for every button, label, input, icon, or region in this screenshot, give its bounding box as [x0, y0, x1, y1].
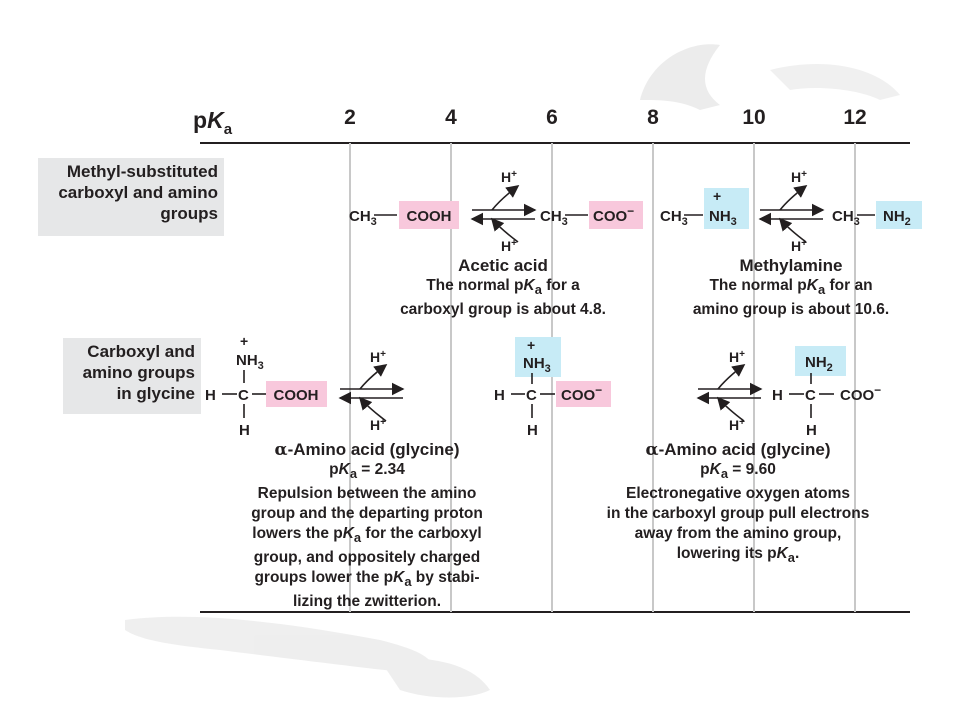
glycine1-h-bottom: H — [239, 422, 250, 439]
glycine1-hplus-bottom: H+ — [370, 417, 386, 433]
note-methylamine — [666, 256, 916, 320]
note-glycine-carboxyl-l2: group and the departing proton — [251, 505, 483, 523]
zwitterion-nh3: $NH_3$ — [523, 355, 551, 375]
glycine2-nh2: $NH_2$ — [805, 354, 833, 374]
methylamine-ch3: $CH_3$ — [832, 208, 860, 228]
note-glycine-amino-title: α-Amino acid (glycine) — [645, 440, 831, 460]
glycine1-h-left: H — [205, 387, 216, 404]
note-glycine-carboxyl — [222, 440, 512, 612]
zwitterion-h-left: H — [494, 387, 505, 404]
methylamine-hplus-top: H+ — [791, 169, 807, 185]
note-acetic-line2: carboxyl group is about 4.8. — [400, 301, 606, 319]
glycine2-h-bottom: H — [806, 422, 817, 439]
section-label-methyl: Methyl-substituted carboxyl and amino groups — [38, 158, 224, 236]
note-glycine-amino-l3: away from the amino group, — [634, 525, 842, 543]
methylamine-nh2: $NH_2$ — [883, 208, 911, 228]
note-methylamine-line1: The normal $pK_a$ for an — [709, 277, 873, 298]
note-glycine-carboxyl-l3: lowers the $pK_a$ for the carboxyl — [252, 525, 482, 546]
glycine1-hplus-top: H+ — [370, 349, 386, 365]
glycine1-plus: + — [240, 333, 249, 349]
note-glycine-amino-l1: Electronegative oxygen atoms — [626, 485, 850, 503]
note-glycine-carboxyl-l4: group, and oppositely charged — [253, 549, 481, 567]
zwitterion-plus: + — [527, 337, 536, 353]
note-glycine-carboxyl-pka: $pK_a = 2.34$ — [329, 461, 405, 482]
glycine2-hplus-bottom: H+ — [729, 417, 745, 433]
acetic-hplus-top: H+ — [501, 169, 517, 185]
note-acetic-acid — [378, 256, 628, 320]
note-glycine-amino-l2: in the carboxyl group pull electrons — [606, 505, 870, 523]
tick-label-10: 10 — [742, 106, 766, 129]
acetic-ch3: $CH_3$ — [349, 208, 377, 228]
note-methylamine-title: Methylamine — [739, 256, 843, 275]
zwitterion-h-bottom: H — [527, 422, 538, 439]
note-glycine-carboxyl-l5: groups lower the $pK_a$ by stabi- — [254, 569, 480, 590]
zwitterion-coo: COO− — [561, 383, 603, 404]
methylammonium-ch3: $CH_3$ — [660, 208, 688, 228]
note-glycine-amino-l4: lowering its $pK_a$. — [676, 545, 800, 566]
note-glycine-carboxyl-l1: Repulsion between the amino — [257, 485, 477, 503]
note-methylamine-line2: amino group is about 10.6. — [692, 301, 890, 319]
glycine2-coo: COO− — [840, 383, 882, 404]
glycine1-c: C — [238, 387, 249, 404]
tick-label-12: 12 — [843, 106, 867, 129]
zwitterion-c: C — [526, 387, 537, 404]
methylammonium-nh3: $NH_3$ — [709, 208, 737, 228]
tick-label-2: 2 — [344, 106, 356, 129]
acetate-coo: COO− — [593, 204, 635, 225]
tick-label-8: 8 — [647, 106, 659, 129]
acetic-cooh: COOH — [406, 208, 452, 225]
methylamine-hplus-bottom: H+ — [791, 238, 807, 254]
methylammonium-plus: + — [713, 188, 722, 204]
note-glycine-amino-pka: $pK_a = 9.60$ — [700, 461, 776, 482]
pka-axis-label: $pK_a$ — [193, 107, 233, 138]
tick-label-4: 4 — [445, 106, 457, 129]
note-glycine-carboxyl-l6: lizing the zwitterion. — [292, 593, 442, 611]
tick-label-6: 6 — [546, 106, 558, 129]
glycine2-c: C — [805, 387, 816, 404]
acetic-hplus-bottom: H+ — [501, 238, 517, 254]
note-acetic-line1: The normal $pK_a$ for a — [426, 277, 580, 298]
note-acetic-title: Acetic acid — [458, 256, 548, 275]
note-glycine-carboxyl-title: α-Amino acid (glycine) — [274, 440, 460, 460]
glycine2-hplus-top: H+ — [729, 349, 745, 365]
glycine2-h-left: H — [772, 387, 783, 404]
glycine1-cooh: COOH — [273, 387, 319, 404]
acetate-ch3: $CH_3$ — [540, 208, 568, 228]
glycine1-nh3: $NH_3$ — [236, 352, 264, 372]
section-label-glycine: Carboxyl and amino groups in glycine — [63, 338, 201, 414]
note-glycine-amino — [578, 440, 898, 568]
